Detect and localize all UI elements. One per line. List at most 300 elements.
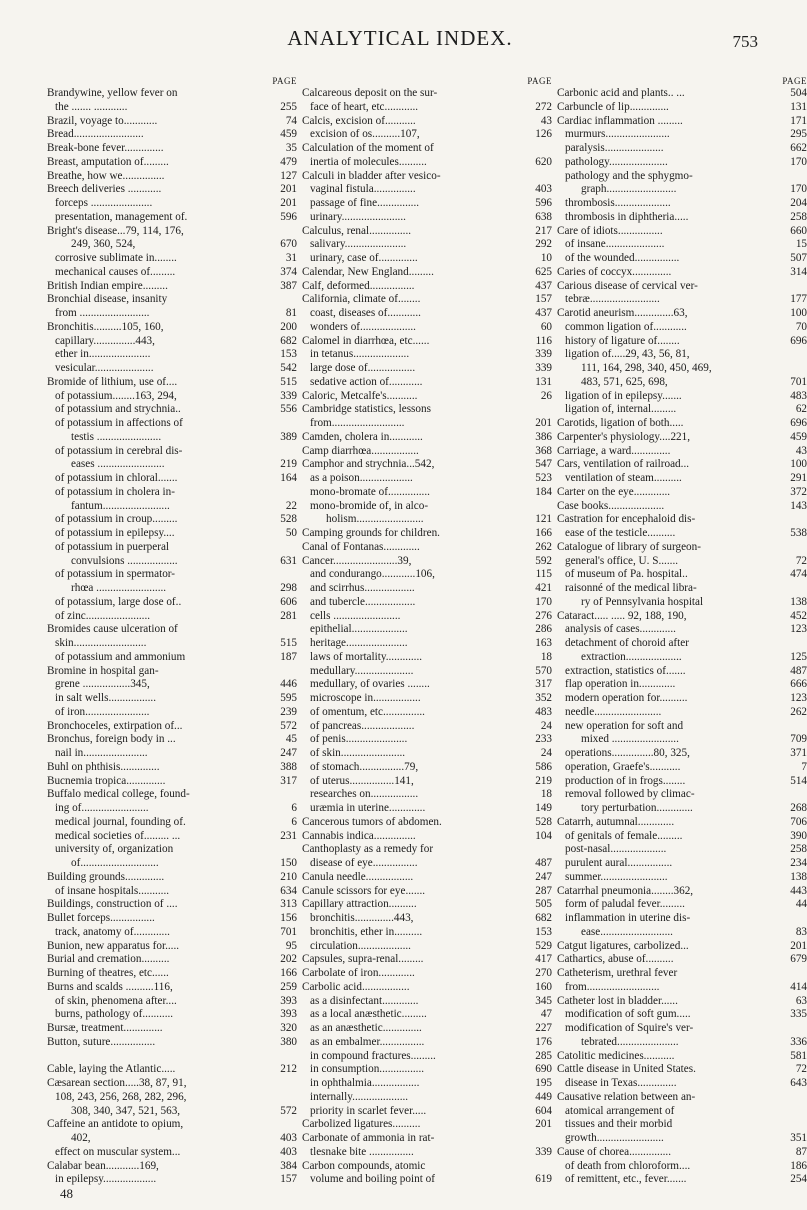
index-entry-text: internally.................... xyxy=(310,1090,409,1103)
index-entry-text: rhœa ......................... xyxy=(71,582,167,594)
index-entry-text: of potassium in affections of xyxy=(55,417,183,429)
index-entry-text: of skin, phenomena after.... xyxy=(55,994,177,1007)
index-entry-page: 281 xyxy=(280,609,297,622)
index-entry-page: 259 xyxy=(280,980,297,993)
index-entry-text: Cancerous tumors of abdomen. xyxy=(302,815,442,828)
index-entry-page: 50 xyxy=(285,527,297,539)
index-entry xyxy=(557,390,807,404)
index-entry xyxy=(557,101,807,115)
index-entry-page: 201 xyxy=(535,1118,552,1131)
index-entry-page: 157 xyxy=(280,1173,297,1186)
index-entry xyxy=(557,307,807,321)
index-entry xyxy=(47,843,297,857)
index-entry xyxy=(302,610,552,624)
index-entry-page: 679 xyxy=(790,953,807,966)
index-entry xyxy=(47,445,297,459)
index-entry-text: inflammation in uterine dis- xyxy=(565,912,691,924)
index-entry xyxy=(47,596,297,610)
index-entry-page: 121 xyxy=(535,513,552,526)
index-entry-text: of uterus................141, xyxy=(310,774,414,787)
index-entry-text: Burns and scalds ..........116, xyxy=(47,980,173,993)
index-entry-text: salivary...................... xyxy=(310,238,407,251)
index-entry-page: 483 xyxy=(535,705,552,718)
index-entry xyxy=(302,541,552,555)
index-entry-text: paralysis..................... xyxy=(565,142,664,154)
index-entry-text: microscope in................. xyxy=(310,692,421,704)
index-entry xyxy=(47,362,297,376)
index-entry-page: 258 xyxy=(790,843,807,856)
index-entry xyxy=(302,940,552,954)
index-entry xyxy=(302,527,552,541)
index-entry xyxy=(557,142,807,156)
index-entry-page: 487 xyxy=(535,857,552,869)
index-entry-text: medical journal, founding of. xyxy=(55,815,186,828)
index-entry xyxy=(557,830,807,844)
index-entry xyxy=(557,747,807,761)
index-entry xyxy=(557,953,807,967)
index-entry xyxy=(557,527,807,541)
index-entry-page: 317 xyxy=(535,678,552,691)
index-entry-page: 446 xyxy=(280,678,297,691)
index-entry-page: 272 xyxy=(535,100,552,113)
index-entry xyxy=(557,197,807,211)
index-entry-text: heritage...................... xyxy=(310,637,408,649)
index-entry-text: Calculation of the moment of xyxy=(302,142,434,154)
index-entry-text: thrombosis.................... xyxy=(565,197,671,209)
index-entry xyxy=(302,981,552,995)
index-entry xyxy=(47,1118,297,1132)
index-entry-page: 592 xyxy=(535,554,552,567)
index-entry xyxy=(302,582,552,596)
index-entry xyxy=(302,376,552,390)
index-entry xyxy=(302,1063,552,1077)
index-entry-text: of the wounded................ xyxy=(565,252,680,264)
index-entry xyxy=(47,1105,297,1119)
index-entry-page: 131 xyxy=(790,100,807,113)
index-entry-page: 384 xyxy=(280,1159,297,1172)
index-entry-page: 662 xyxy=(790,142,807,154)
index-entry-page: 682 xyxy=(280,334,297,347)
index-entry xyxy=(302,816,552,830)
index-entry xyxy=(302,871,552,885)
index-entry xyxy=(302,747,552,761)
index-entry-text: cells ........................ xyxy=(310,609,401,622)
index-entry-page: 292 xyxy=(535,238,552,251)
index-entry xyxy=(47,1173,297,1187)
index-entry-text: of pancreas................... xyxy=(310,719,415,732)
index-entry-text: from.......................... xyxy=(310,417,405,429)
index-entry-text: in tetanus.................... xyxy=(310,348,410,361)
index-entry-page: 268 xyxy=(790,802,807,814)
index-entry xyxy=(302,115,552,129)
index-entry xyxy=(557,335,807,349)
index-entry-page: 696 xyxy=(790,334,807,347)
index-entry-page: 125 xyxy=(790,650,807,663)
index-entry-text: Calcareous deposit on the sur- xyxy=(302,87,438,99)
index-entry-page: 487 xyxy=(790,664,807,677)
index-entry-text: Carbonate of ammonia in rat- xyxy=(302,1132,435,1144)
index-entry-page: 35 xyxy=(285,142,297,154)
index-entry xyxy=(302,637,552,651)
index-entry-page: 339 xyxy=(535,362,552,374)
index-entry-text: Camden, cholera in............ xyxy=(302,430,423,443)
index-entry-text: Brazil, voyage to............ xyxy=(47,114,158,127)
index-entry-text: fantum........................ xyxy=(71,499,170,512)
index-entry xyxy=(47,472,297,486)
index-entry-text: sedative action of............ xyxy=(310,375,423,388)
index-entry-text: Break-bone fever.............. xyxy=(47,142,164,154)
index-entry-page: 81 xyxy=(285,307,297,319)
index-entry xyxy=(47,225,297,239)
index-entry-page: 24 xyxy=(540,719,552,732)
index-entry-text: in epilepsy................... xyxy=(55,1173,157,1186)
index-entry-text: and condurango............106, xyxy=(310,568,435,581)
index-entry-page: 335 xyxy=(790,1008,807,1021)
index-entry-text: as an anæsthetic.............. xyxy=(310,1022,422,1034)
index-entry-text: Carriage, a ward.............. xyxy=(557,444,671,457)
index-entry-text: disease of eye................ xyxy=(310,857,418,869)
index-entry xyxy=(302,1022,552,1036)
index-entry-text: wonders of.................... xyxy=(310,320,416,333)
index-entry-page: 339 xyxy=(535,1145,552,1158)
index-entry-text: Bronchus, foreign body in ... xyxy=(47,733,176,746)
index-entry xyxy=(557,403,807,417)
index-entry-page: 26 xyxy=(540,389,552,402)
index-entry-text: of stomach................79, xyxy=(310,760,419,773)
index-entry-text: 483, 571, 625, 698, xyxy=(581,375,668,388)
index-entry-text: 111, 164, 298, 340, 450, 469, xyxy=(581,362,712,374)
index-entry-text: presentation, management of. xyxy=(55,210,188,223)
index-entry-text: Cardiac inflammation ......... xyxy=(557,114,683,127)
index-entry-text: of potassium........163, 294, xyxy=(55,389,177,402)
index-entry xyxy=(302,403,552,417)
index-entry-page: 528 xyxy=(535,815,552,828)
index-entry-page: 276 xyxy=(535,609,552,622)
index-entry-page: 166 xyxy=(535,527,552,539)
index-entry-text: Camping grounds for children. xyxy=(302,527,440,539)
index-entry-text: Burial and cremation.......... xyxy=(47,953,170,966)
index-entry xyxy=(302,1091,552,1105)
index-entry-text: Catarrhal pneumonia........362, xyxy=(557,884,694,897)
index-entry-text: summer........................ xyxy=(565,870,668,883)
index-entry-page: 170 xyxy=(790,155,807,168)
index-entry xyxy=(47,293,297,307)
index-entry-text: modern operation for.......... xyxy=(565,692,688,704)
index-entry-text: Care of idiots................ xyxy=(557,224,663,237)
index-entry-page: 515 xyxy=(280,375,297,388)
index-entry xyxy=(302,885,552,899)
index-entry-page: 459 xyxy=(280,128,297,141)
index-entry-text: ease of the testicle.......... xyxy=(565,527,676,539)
index-entry-text: eases ........................ xyxy=(71,458,165,471)
index-entry-page: 538 xyxy=(790,527,807,539)
index-entry xyxy=(47,1077,297,1091)
index-entry xyxy=(302,843,552,857)
index-entry xyxy=(557,238,807,252)
index-entry-page: 701 xyxy=(790,375,807,388)
index-entry-page: 596 xyxy=(280,210,297,223)
index-entry-page: 336 xyxy=(790,1035,807,1048)
index-entry-text: Causative relation between an- xyxy=(557,1090,696,1103)
index-entry xyxy=(47,651,297,665)
index-entry xyxy=(302,1132,552,1146)
index-entry-text: of omentum, etc............... xyxy=(310,705,425,718)
index-entry xyxy=(557,678,807,692)
index-entry-text: university of, organization xyxy=(55,843,174,856)
index-entry xyxy=(47,527,297,541)
index-entry-page: 104 xyxy=(535,829,552,842)
index-entry-page: 572 xyxy=(280,719,297,732)
index-entry-page: 63 xyxy=(795,994,807,1007)
index-entry-text: British Indian empire......... xyxy=(47,279,168,292)
index-entry xyxy=(302,720,552,734)
index-entry-text: 402, xyxy=(71,1132,91,1144)
index-entry-text: of insane hospitals........... xyxy=(55,884,170,897)
index-entry-text: burns, pathology of........... xyxy=(55,1008,174,1021)
index-entry xyxy=(302,472,552,486)
index-entry xyxy=(302,417,552,431)
index-entry-text: Case books.................... xyxy=(557,499,665,512)
index-entry-page: 95 xyxy=(285,939,297,952)
column-heading: PAGE xyxy=(782,76,807,86)
index-entry xyxy=(302,431,552,445)
index-entry xyxy=(47,788,297,802)
index-entry-text: of potassium and strychnia.. xyxy=(55,403,181,416)
index-entry xyxy=(47,238,297,252)
index-entry-page: 696 xyxy=(790,417,807,429)
index-entry xyxy=(557,170,807,184)
index-entry-page: 556 xyxy=(280,403,297,416)
index-entry xyxy=(302,390,552,404)
index-entry xyxy=(557,651,807,665)
index-entry xyxy=(47,1036,297,1050)
index-entry xyxy=(302,252,552,266)
index-entry-page: 317 xyxy=(280,774,297,787)
index-entry-page: 295 xyxy=(790,128,807,141)
index-entry-text: disease in Texas.............. xyxy=(565,1077,677,1089)
index-entry-text: Buffalo medical college, found- xyxy=(47,788,190,801)
index-entry-text: form of paludal fever......... xyxy=(565,898,685,911)
index-entry xyxy=(47,678,297,692)
index-entry-text: Cathartics, abuse of.......... xyxy=(557,953,674,966)
index-entry-text: production of in frogs........ xyxy=(565,774,686,787)
index-entry-page: 270 xyxy=(535,967,552,979)
index-entry-text: Button, suture................ xyxy=(47,1035,156,1048)
index-entry xyxy=(557,486,807,500)
index-entry-page: 390 xyxy=(790,829,807,842)
index-entry-page: 166 xyxy=(280,967,297,979)
index-entry-page: 184 xyxy=(535,485,552,498)
index-entry-text: priority in scarlet fever..... xyxy=(310,1104,427,1117)
index-entry-page: 666 xyxy=(790,678,807,691)
index-entry-page: 72 xyxy=(795,554,807,567)
index-entry-page: 177 xyxy=(790,293,807,306)
index-entry-text: extraction, statistics of....... xyxy=(565,664,686,677)
index-entry-text: Carbolized ligatures.......... xyxy=(302,1118,421,1131)
index-entry-text: Cable, laying the Atlantic..... xyxy=(47,1063,176,1076)
index-entry xyxy=(302,266,552,280)
index-entry-page: 515 xyxy=(280,637,297,649)
index-entry-text: of insane..................... xyxy=(565,238,665,251)
index-entry-text: epithelial.................... xyxy=(310,623,408,636)
index-entry-text: ligation of in epilepsy....... xyxy=(565,389,682,402)
index-entry-text: ether in...................... xyxy=(55,348,151,361)
index-entry xyxy=(557,1022,807,1036)
index-entry-page: 7 xyxy=(801,760,807,773)
index-entry xyxy=(302,761,552,775)
index-entry xyxy=(557,623,807,637)
index-entry xyxy=(47,885,297,899)
index-entry-text: of potassium in chloral....... xyxy=(55,472,178,484)
index-entry xyxy=(302,555,552,569)
index-entry xyxy=(47,802,297,816)
index-entry xyxy=(557,898,807,912)
index-entry-page: 643 xyxy=(790,1077,807,1089)
index-entry xyxy=(557,431,807,445)
index-entry-text: thrombosis in diphtheria..... xyxy=(565,210,689,223)
index-entry xyxy=(557,513,807,527)
index-entry xyxy=(302,280,552,294)
index-entry-page: 170 xyxy=(790,183,807,196)
index-entry xyxy=(557,266,807,280)
index-entry-page: 393 xyxy=(280,994,297,1007)
index-entry xyxy=(302,995,552,1009)
index-entry-page: 60 xyxy=(540,320,552,333)
index-entry xyxy=(302,692,552,706)
index-entry-page: 255 xyxy=(280,100,297,113)
index-entry xyxy=(557,252,807,266)
index-entry xyxy=(557,981,807,995)
index-entry xyxy=(302,170,552,184)
index-entry xyxy=(302,1118,552,1132)
index-entry xyxy=(302,802,552,816)
index-entry-page: 606 xyxy=(280,595,297,608)
index-entry-text: Calabar bean............169, xyxy=(47,1159,159,1172)
index-entry xyxy=(47,775,297,789)
index-entry-page: 287 xyxy=(535,884,552,897)
index-entry xyxy=(47,486,297,500)
index-column-3 xyxy=(557,76,807,1187)
index-entry xyxy=(47,637,297,651)
index-entry xyxy=(557,1146,807,1160)
index-entry xyxy=(302,225,552,239)
index-entry-text: raisonné of the medical libra- xyxy=(565,582,697,594)
index-column-1 xyxy=(47,76,297,1187)
page-number: 753 xyxy=(732,32,758,51)
index-entry xyxy=(302,293,552,307)
index-entry-page: 570 xyxy=(535,664,552,677)
index-entry xyxy=(302,1105,552,1119)
index-entry-text: Cambridge statistics, lessons xyxy=(302,403,431,416)
index-entry xyxy=(557,500,807,514)
index-entry xyxy=(557,1132,807,1146)
index-entry xyxy=(302,513,552,527)
index-entry-page: 153 xyxy=(280,348,297,361)
index-entry xyxy=(557,1063,807,1077)
index-entry-page: 45 xyxy=(285,733,297,746)
index-entry-text: excision of os..........107, xyxy=(310,128,420,141)
index-entry xyxy=(302,926,552,940)
index-entry-text: of potassium in cerebral dis- xyxy=(55,444,183,457)
index-entry xyxy=(557,115,807,129)
index-entry-page: 372 xyxy=(790,485,807,498)
index-entry-page: 138 xyxy=(790,870,807,883)
index-entry-page: 150 xyxy=(280,857,297,869)
index-entry-text: Bullet forceps................ xyxy=(47,912,155,924)
index-entry-page: 219 xyxy=(280,458,297,471)
index-entry-page: 631 xyxy=(280,554,297,567)
index-entry-page: 581 xyxy=(790,1049,807,1062)
index-entry-text: Bronchial disease, insanity xyxy=(47,293,168,306)
index-entry xyxy=(302,486,552,500)
index-entry xyxy=(557,280,807,294)
index-entry xyxy=(47,1063,297,1077)
index-entry-text: urinary, case of.............. xyxy=(310,252,418,264)
index-entry-text: Cattle disease in United States. xyxy=(557,1063,696,1076)
index-entry-text: Cæsarean section.....38, 87, 91, xyxy=(47,1077,187,1089)
index-entry xyxy=(47,582,297,596)
index-entry xyxy=(47,706,297,720)
index-entry xyxy=(557,816,807,830)
index-entry xyxy=(557,596,807,610)
index-entry-page: 690 xyxy=(535,1063,552,1076)
index-entry-text: Bucnemia tropica.............. xyxy=(47,774,166,787)
index-entry xyxy=(47,266,297,280)
column-heading: PAGE xyxy=(527,76,552,86)
index-entry xyxy=(302,1077,552,1091)
index-entry-text: vesicular..................... xyxy=(55,362,154,374)
index-entry-text: Cataract..... ..... 92, 188, 190, xyxy=(557,609,687,622)
index-entry-page: 351 xyxy=(790,1132,807,1144)
index-entry-page: 417 xyxy=(535,953,552,966)
index-entry-text: removal followed by climac- xyxy=(565,788,695,801)
index-entry xyxy=(47,623,297,637)
index-entry-page: 231 xyxy=(280,829,297,842)
index-entry-text: Carotids, ligation of both..... xyxy=(557,417,684,429)
index-entry-page: 670 xyxy=(280,238,297,251)
index-entry-page: 449 xyxy=(535,1090,552,1103)
index-entry xyxy=(47,156,297,170)
index-entry xyxy=(557,857,807,871)
index-entry xyxy=(302,307,552,321)
index-entry-page: 374 xyxy=(280,265,297,278)
index-entry-page: 47 xyxy=(540,1008,552,1021)
index-entry-text: uræmia in uterine............. xyxy=(310,802,426,814)
index-entry-page: 389 xyxy=(280,430,297,443)
index-entry-page: 202 xyxy=(280,953,297,966)
index-entry-page: 201 xyxy=(790,939,807,952)
index-entry-text: holism........................ xyxy=(326,513,424,526)
index-entry-text: nail in....................... xyxy=(55,747,148,759)
index-entry xyxy=(47,967,297,981)
index-entry-page: 483 xyxy=(790,389,807,402)
index-entry xyxy=(557,1050,807,1064)
index-entry-text: flap operation in............. xyxy=(565,678,676,691)
index-entry xyxy=(557,211,807,225)
index-entry-page: 22 xyxy=(285,499,297,512)
index-entry xyxy=(47,252,297,266)
index-entry-page: 504 xyxy=(790,87,807,99)
index-entry-text: Carious disease of cervical ver- xyxy=(557,279,698,292)
index-entry xyxy=(302,678,552,692)
index-entry xyxy=(47,926,297,940)
index-entry-text: ligation of.....29, 43, 56, 81, xyxy=(565,348,690,361)
index-entry-text: of potassium and ammonium xyxy=(55,650,186,663)
index-entry-text: Catarrh, autumnal............. xyxy=(557,815,675,828)
index-entry xyxy=(47,1146,297,1160)
index-entry-text: pathology and the sphygmo- xyxy=(565,169,693,182)
index-entry-text: forceps ...................... xyxy=(55,197,153,209)
